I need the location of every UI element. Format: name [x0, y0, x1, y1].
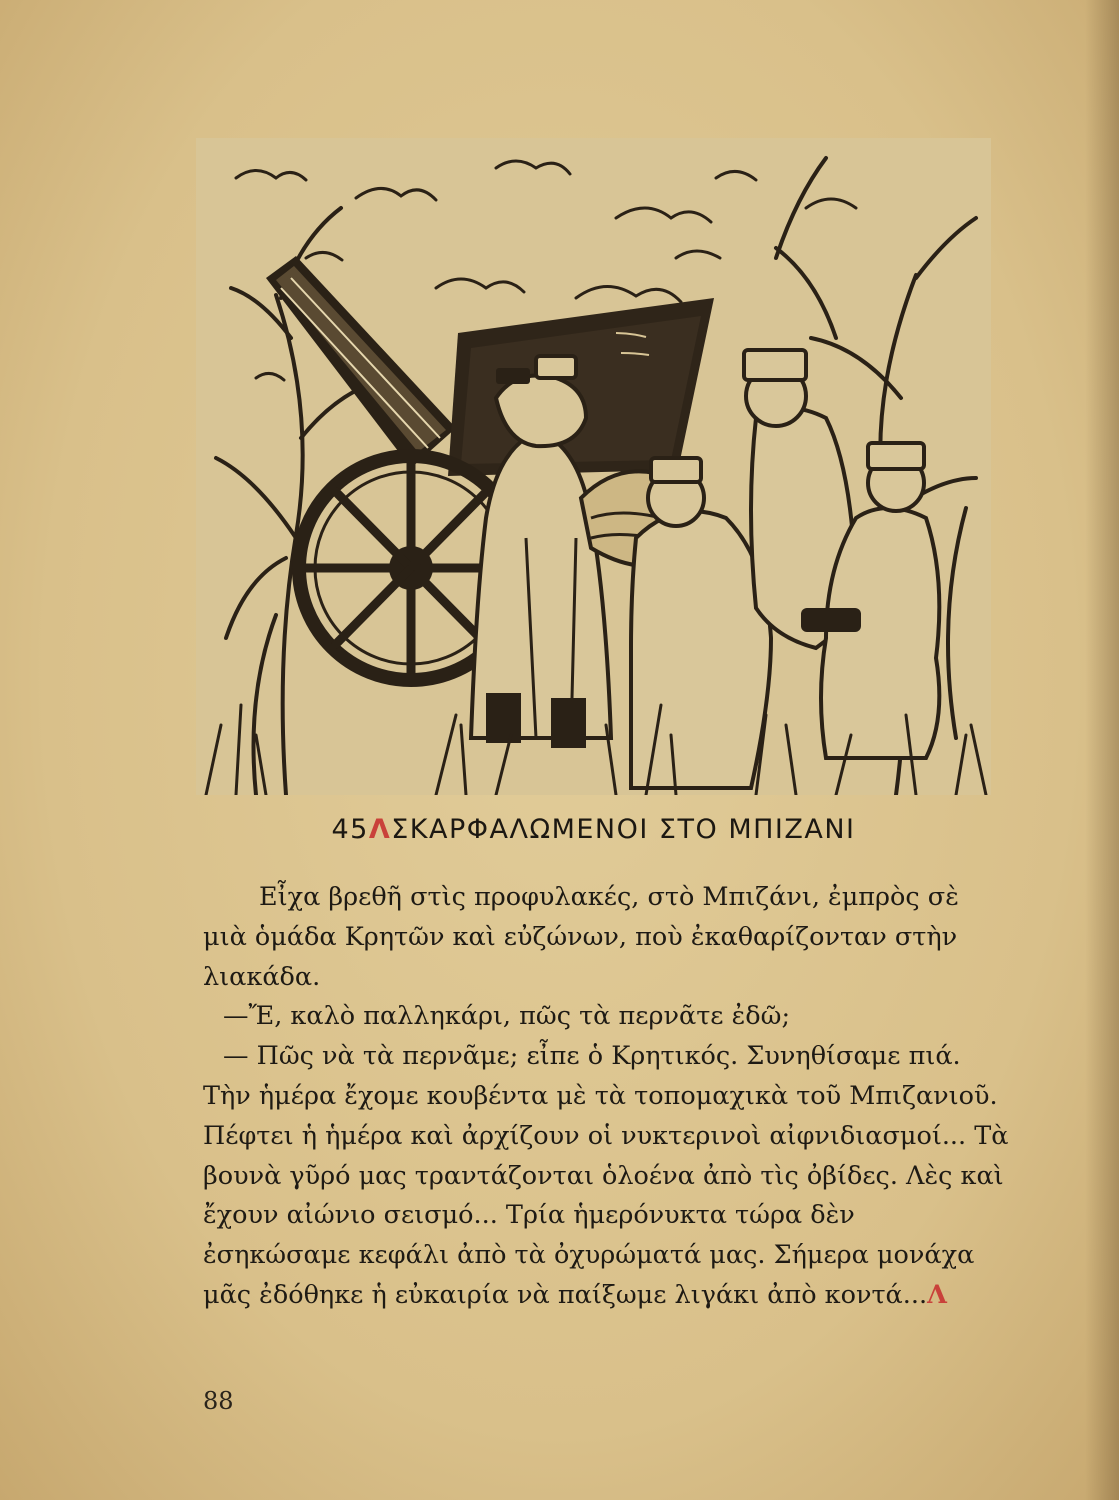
- chapter-title: ΣΚΑΡΦΑΛΩΜΕΝΟΙ ΣΤΟ ΜΠΙΖΑΝΙ: [391, 814, 856, 845]
- answer-text: — Πῶς νὰ τὰ περνᾶμε; εἶπε ὁ Κρητικός. Συνηθίσαμε πιά. Τὴν ἡμέρα ἔχομε κουβέντα μὲ τὰ τοπομαχικὰ τοῦ Μπιζανιοῦ. Πέφτει ἡ ἡμέρα καὶ ἀρχίζουν οἱ νυκτερινοὶ αἰφνιδιασμοί... Τὰ βουνὰ γῦρό μας τραντάζονται ὁλοένα ἀπὸ τὶς ὀβίδες. Λὲς καὶ ἔχουν αἰώνιο σεισμό... Τρία ἡμερόνυκτα τώρα δὲν ἐσηκώσαμε κεφάλι ἀπὸ τὰ ὀχυρώματά μας. Σήμερα μονάχα μᾶς ἐδόθηκε ἡ εὐκαιρία νὰ παίξωμε λιγάκι ἀπὸ κοντά...: [203, 1041, 1009, 1310]
- red-margin-marker: Λ: [368, 814, 392, 845]
- paragraph-intro: Εἶχα βρεθῆ στὶς προφυλακές, στὸ Μπιζάνι, ἐμπρὸς σὲ μιὰ ὁμάδα Κρητῶν καὶ εὐζώνων, ποὺ ἐκαθαρίζονταν στὴν λιακάδα.: [203, 882, 959, 992]
- page-number: 88: [203, 1387, 234, 1415]
- woodcut-illustration: [196, 138, 991, 795]
- paragraph-answer: [203, 1037, 1009, 1316]
- artillery-crew-drawing: [196, 138, 991, 795]
- story-text: [203, 878, 1009, 1316]
- end-red-marker: Λ: [927, 1279, 947, 1310]
- page-edge-shadow: [1085, 0, 1119, 1500]
- chapter-number: 45: [331, 814, 369, 845]
- paragraph-question: —Ἔ, καλὸ παλληκάρι, πῶς τὰ περνᾶτε ἐδῶ;: [223, 1001, 791, 1032]
- chapter-heading: [196, 814, 991, 845]
